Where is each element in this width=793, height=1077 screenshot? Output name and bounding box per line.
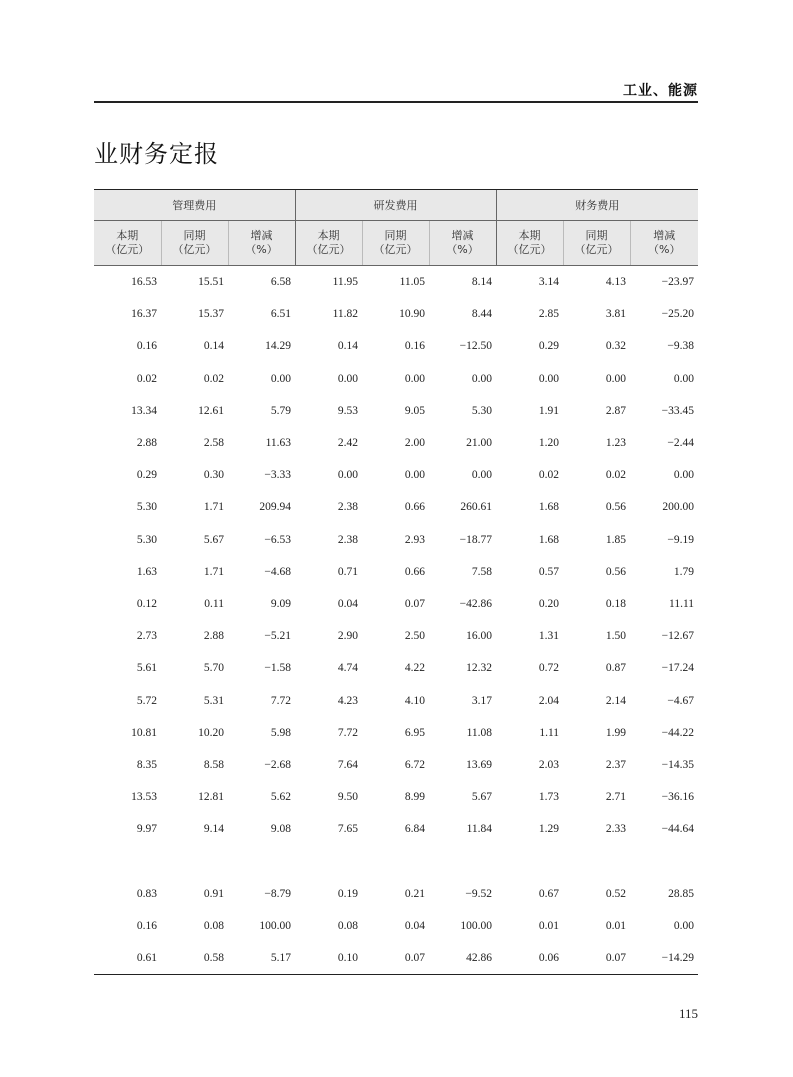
table-cell: 10.81 <box>131 726 157 739</box>
table-cell: 5.67 <box>471 791 493 804</box>
sub-header-line1: 本期 <box>518 229 541 242</box>
sub-header-line1: 增减 <box>250 229 273 242</box>
sub-header-change <box>228 221 295 266</box>
sub-header-line2: （亿元） <box>574 243 619 256</box>
table-cell: 9.50 <box>337 791 359 804</box>
table-row <box>94 330 698 362</box>
table-cell <box>563 845 630 877</box>
table-cell: 9.08 <box>270 823 292 836</box>
financial-table <box>94 189 698 975</box>
table-cell: 0.00 <box>337 469 359 482</box>
group-header-row <box>94 190 698 221</box>
sub-header-row <box>94 221 698 266</box>
table-cell: 8.99 <box>404 791 426 804</box>
table-cell: 11.95 <box>332 276 359 289</box>
table-cell: 9.14 <box>203 823 224 836</box>
table-cell: 15.51 <box>198 276 224 289</box>
table-cell: 0.00 <box>404 372 426 385</box>
sub-header-line2: （亿元） <box>172 243 217 256</box>
table-row <box>94 395 698 427</box>
table-cell: 16.53 <box>131 276 157 289</box>
table-cell: 1.99 <box>605 726 627 739</box>
table-cell: 0.57 <box>538 565 560 578</box>
table-cell: 0.52 <box>605 887 627 900</box>
table-cell: 0.07 <box>362 942 429 975</box>
sub-header-line2: （亿元） <box>507 243 552 256</box>
table-cell: −25.20 <box>661 308 695 321</box>
table-cell: 4.23 <box>337 694 359 707</box>
table-cell: 0.91 <box>203 887 224 900</box>
table-cell: 0.67 <box>538 887 560 900</box>
table-cell: 2.38 <box>337 501 359 514</box>
sub-header-change <box>630 221 698 266</box>
table-cell: −1.58 <box>264 662 292 675</box>
table-cell: 1.68 <box>538 501 560 514</box>
table-row <box>94 749 698 781</box>
table-cell: 0.06 <box>496 942 563 975</box>
table-cell <box>429 845 496 877</box>
table-cell: 9.97 <box>136 823 157 836</box>
table-cell: 0.08 <box>337 919 359 932</box>
table-cell: 8.58 <box>203 758 224 771</box>
table-cell: 5.31 <box>203 694 224 707</box>
table-cell: 3.81 <box>605 308 627 321</box>
table-cell: 0.56 <box>605 501 627 514</box>
table-cell: −4.68 <box>264 565 292 578</box>
table-cell: −23.97 <box>661 276 695 289</box>
table-cell: 11.05 <box>399 276 426 289</box>
table-cell: 0.00 <box>673 372 695 385</box>
sub-header-line1: 本期 <box>116 229 139 242</box>
table-cell: −17.24 <box>661 662 695 675</box>
table-cell: 260.61 <box>460 501 493 514</box>
table-cell: 15.37 <box>198 308 224 321</box>
table-cell: 2.73 <box>136 630 157 643</box>
table-cell: 8.14 <box>471 276 493 289</box>
group-header-rd-expense: 研发费用 <box>295 190 496 221</box>
table-cell: 0.29 <box>538 340 560 353</box>
table-cell: 13.34 <box>131 404 157 417</box>
table-row <box>94 298 698 330</box>
table-cell: 2.37 <box>605 758 627 771</box>
table-cell: 11.63 <box>265 437 292 450</box>
table-cell: 14.29 <box>265 340 292 353</box>
table-cell: 6.95 <box>404 726 426 739</box>
table-cell: 1.50 <box>605 630 627 643</box>
sub-header-prior <box>161 221 228 266</box>
sub-header-line1: 同期 <box>384 229 407 242</box>
header-rule <box>94 101 698 103</box>
page-number: 115 <box>678 1006 698 1021</box>
table-cell: 2.58 <box>203 437 224 450</box>
table-row <box>94 459 698 491</box>
table-cell: −36.16 <box>661 791 695 804</box>
table-cell: 2.03 <box>538 758 560 771</box>
table-cell: 5.30 <box>471 404 493 417</box>
table-cell: 0.72 <box>538 662 560 675</box>
table-cell: −18.77 <box>459 533 493 546</box>
sub-header-line1: 同期 <box>183 229 206 242</box>
table-row <box>94 620 698 652</box>
table-cell <box>161 845 228 877</box>
table-cell: 2.93 <box>404 533 426 546</box>
page-title: 业财务定报 <box>94 140 219 168</box>
group-header-admin-expense: 管理费用 <box>94 190 295 221</box>
sub-header-line2: （%） <box>648 243 681 256</box>
table-cell: 0.07 <box>404 597 426 610</box>
table-cell: 4.74 <box>337 662 359 675</box>
table-cell: 2.50 <box>404 630 426 643</box>
table-cell: 0.16 <box>136 340 157 353</box>
table-cell: 4.22 <box>404 662 426 675</box>
table-cell: 9.53 <box>337 404 359 417</box>
table-cell: −6.53 <box>264 533 292 546</box>
sub-header-line1: 同期 <box>585 229 608 242</box>
table-cell: 12.81 <box>198 791 224 804</box>
group-header-finance-expense: 财务费用 <box>496 190 698 221</box>
table-cell: 1.71 <box>203 501 224 514</box>
table-cell: −14.29 <box>630 942 698 975</box>
table-cell: 9.05 <box>404 404 426 417</box>
table-cell: 1.11 <box>539 726 560 739</box>
table-cell: 0.14 <box>203 340 224 353</box>
table-row <box>94 363 698 395</box>
table-cell: 4.10 <box>404 694 426 707</box>
table-cell: 2.90 <box>337 630 359 643</box>
table-cell: 13.53 <box>131 791 157 804</box>
table-cell: 0.02 <box>538 469 560 482</box>
table-cell: 5.62 <box>270 791 292 804</box>
table-row <box>94 524 698 556</box>
table-cell: 0.21 <box>404 887 426 900</box>
table-cell: 5.79 <box>270 404 292 417</box>
table-cell: 100.00 <box>259 919 292 932</box>
table-cell: −9.52 <box>465 887 493 900</box>
table-cell: −5.21 <box>264 630 292 643</box>
table-cell: 200.00 <box>662 501 695 514</box>
table-cell: 2.87 <box>605 404 627 417</box>
table-cell: 3.17 <box>471 694 493 707</box>
table-cell: 0.12 <box>136 597 157 610</box>
table-cell: 0.01 <box>605 919 627 932</box>
table-cell: 0.00 <box>337 372 359 385</box>
table-cell: 7.64 <box>337 758 359 771</box>
table-cell: 0.08 <box>203 919 224 932</box>
sub-header-line1: 本期 <box>317 229 340 242</box>
table-cell: 0.61 <box>94 942 161 975</box>
table-cell: 12.61 <box>198 404 224 417</box>
table-cell: 2.00 <box>404 437 426 450</box>
table-cell: 2.88 <box>203 630 224 643</box>
table-cell: 8.44 <box>471 308 493 321</box>
table-cell: 0.00 <box>404 469 426 482</box>
table-cell: 21.00 <box>466 437 493 450</box>
table-row <box>94 781 698 813</box>
table-row <box>94 266 698 299</box>
table-cell: 1.29 <box>538 823 560 836</box>
sub-header-change <box>429 221 496 266</box>
table-cell: −2.44 <box>667 437 695 450</box>
table-cell <box>496 845 563 877</box>
table-cell <box>362 845 429 877</box>
table-cell: −33.45 <box>661 404 695 417</box>
table-cell: 7.72 <box>337 726 359 739</box>
table-cell: 0.07 <box>563 942 630 975</box>
table-cell: 2.04 <box>538 694 560 707</box>
table-cell: 100.00 <box>460 919 493 932</box>
table-cell: 2.85 <box>538 308 560 321</box>
sub-header-prior <box>563 221 630 266</box>
table-cell: 7.72 <box>270 694 292 707</box>
table-cell: 4.13 <box>605 276 627 289</box>
table-cell: 1.91 <box>538 404 560 417</box>
table-cell: 209.94 <box>259 501 292 514</box>
table-cell: 2.38 <box>337 533 359 546</box>
table-cell: 0.11 <box>204 597 224 610</box>
sub-header-line1: 增减 <box>451 229 474 242</box>
table-cell: −8.79 <box>264 887 292 900</box>
sub-header-line2: （亿元） <box>306 243 351 256</box>
table-cell: 0.19 <box>337 887 359 900</box>
table-cell: −4.67 <box>667 694 695 707</box>
table-cell: 10.20 <box>198 726 224 739</box>
sub-header-line1: 增减 <box>653 229 676 242</box>
table-cell: 1.79 <box>673 565 695 578</box>
table-cell: −2.68 <box>264 758 292 771</box>
table-cell: −44.64 <box>661 823 695 836</box>
table-cell: 6.72 <box>404 758 426 771</box>
table-cell <box>228 845 295 877</box>
table-cell: 0.66 <box>404 501 426 514</box>
table-cell: 0.02 <box>605 469 627 482</box>
table-cell <box>295 845 362 877</box>
table-cell: 9.09 <box>270 597 292 610</box>
table-cell: 0.30 <box>203 469 224 482</box>
table-cell: 0.00 <box>538 372 560 385</box>
table-cell: 0.71 <box>337 565 359 578</box>
table-cell: 2.88 <box>136 437 157 450</box>
table-cell: 28.85 <box>668 887 695 900</box>
table-row <box>94 717 698 749</box>
table-cell: 0.16 <box>136 919 157 932</box>
table-cell: 5.70 <box>203 662 224 675</box>
table-cell: −9.19 <box>667 533 695 546</box>
table-cell: 1.73 <box>538 791 560 804</box>
table-cell: 0.00 <box>270 372 292 385</box>
table-cell: 0.14 <box>337 340 359 353</box>
table-cell: 5.30 <box>136 533 157 546</box>
table-cell: 0.20 <box>538 597 560 610</box>
table-cell: 16.00 <box>466 630 493 643</box>
table-cell: 1.31 <box>538 630 560 643</box>
table-row <box>94 942 698 975</box>
table-row <box>94 491 698 523</box>
table-cell: −3.33 <box>264 469 292 482</box>
table-row <box>94 878 698 910</box>
sub-header-line2: （亿元） <box>373 243 418 256</box>
table-cell: 13.69 <box>466 758 493 771</box>
table-cell <box>630 845 698 877</box>
table-cell: 1.23 <box>605 437 627 450</box>
table-row <box>94 652 698 684</box>
table-cell: −14.35 <box>661 758 695 771</box>
table-cell: 11.08 <box>466 726 493 739</box>
sub-header-line2: （亿元） <box>105 243 150 256</box>
table-cell: −12.67 <box>661 630 695 643</box>
table-cell: 12.32 <box>466 662 493 675</box>
table-cell: 1.63 <box>136 565 157 578</box>
table-cell: 0.04 <box>404 919 426 932</box>
table-cell: 2.71 <box>605 791 627 804</box>
table-cell: 0.10 <box>295 942 362 975</box>
table-row <box>94 588 698 620</box>
section-label: 工业、能源 <box>623 83 698 99</box>
table-row <box>94 427 698 459</box>
table-cell: 6.84 <box>404 823 426 836</box>
table-row <box>94 556 698 588</box>
table-cell: 2.14 <box>605 694 627 707</box>
table-cell: 1.68 <box>538 533 560 546</box>
table-cell: 2.33 <box>605 823 627 836</box>
table-cell: 42.86 <box>429 942 496 975</box>
table-row <box>94 813 698 845</box>
table-cell: 5.30 <box>136 501 157 514</box>
sub-header-current <box>94 221 161 266</box>
table-body <box>94 266 698 975</box>
table-row <box>94 910 698 942</box>
table-cell: 0.04 <box>337 597 359 610</box>
table-cell: 10.90 <box>399 308 426 321</box>
table-cell <box>94 845 161 877</box>
table-cell: 5.98 <box>270 726 292 739</box>
table-cell: 0.00 <box>471 372 493 385</box>
table-cell: −12.50 <box>459 340 493 353</box>
table-cell: 0.87 <box>605 662 627 675</box>
table-cell: 0.32 <box>605 340 627 353</box>
table-row <box>94 845 698 877</box>
table-cell: 1.85 <box>605 533 627 546</box>
table-cell: 3.14 <box>538 276 560 289</box>
table-cell: 0.00 <box>673 469 695 482</box>
table-cell: 0.83 <box>136 887 157 900</box>
table-cell: 11.84 <box>466 823 493 836</box>
table-cell: −44.22 <box>661 726 695 739</box>
sub-header-prior <box>362 221 429 266</box>
sub-header-current <box>295 221 362 266</box>
table-cell: 6.51 <box>270 308 292 321</box>
table-cell: 7.65 <box>337 823 359 836</box>
sub-header-line2: （%） <box>245 243 278 256</box>
table-cell: −42.86 <box>459 597 493 610</box>
table-cell: 1.71 <box>203 565 224 578</box>
table-cell: 0.16 <box>404 340 426 353</box>
table-cell: 5.72 <box>136 694 157 707</box>
table-cell: 0.02 <box>203 372 224 385</box>
table-cell: 0.66 <box>404 565 426 578</box>
table-cell: 0.29 <box>136 469 157 482</box>
table-cell: 7.58 <box>471 565 493 578</box>
table-cell: 0.00 <box>471 469 493 482</box>
table-cell: 16.37 <box>131 308 157 321</box>
table-cell: −9.38 <box>667 340 695 353</box>
table-cell: 5.67 <box>203 533 224 546</box>
table-cell: 5.17 <box>228 942 295 975</box>
table-cell: 0.01 <box>538 919 560 932</box>
table-cell: 8.35 <box>136 758 157 771</box>
table-cell: 11.82 <box>332 308 359 321</box>
table-cell: 0.56 <box>605 565 627 578</box>
table-cell: 6.58 <box>270 276 292 289</box>
table-cell: 2.42 <box>337 437 359 450</box>
table-cell: 0.02 <box>136 372 157 385</box>
sub-header-line2: （%） <box>446 243 479 256</box>
table-cell: 5.61 <box>136 662 157 675</box>
table-cell: 11.11 <box>669 597 695 610</box>
table-row <box>94 684 698 716</box>
table-cell: 0.58 <box>161 942 228 975</box>
sub-header-current <box>496 221 563 266</box>
table-cell: 1.20 <box>538 437 560 450</box>
table-cell: 0.18 <box>605 597 627 610</box>
table-cell: 0.00 <box>605 372 627 385</box>
table-cell: 0.00 <box>673 919 695 932</box>
